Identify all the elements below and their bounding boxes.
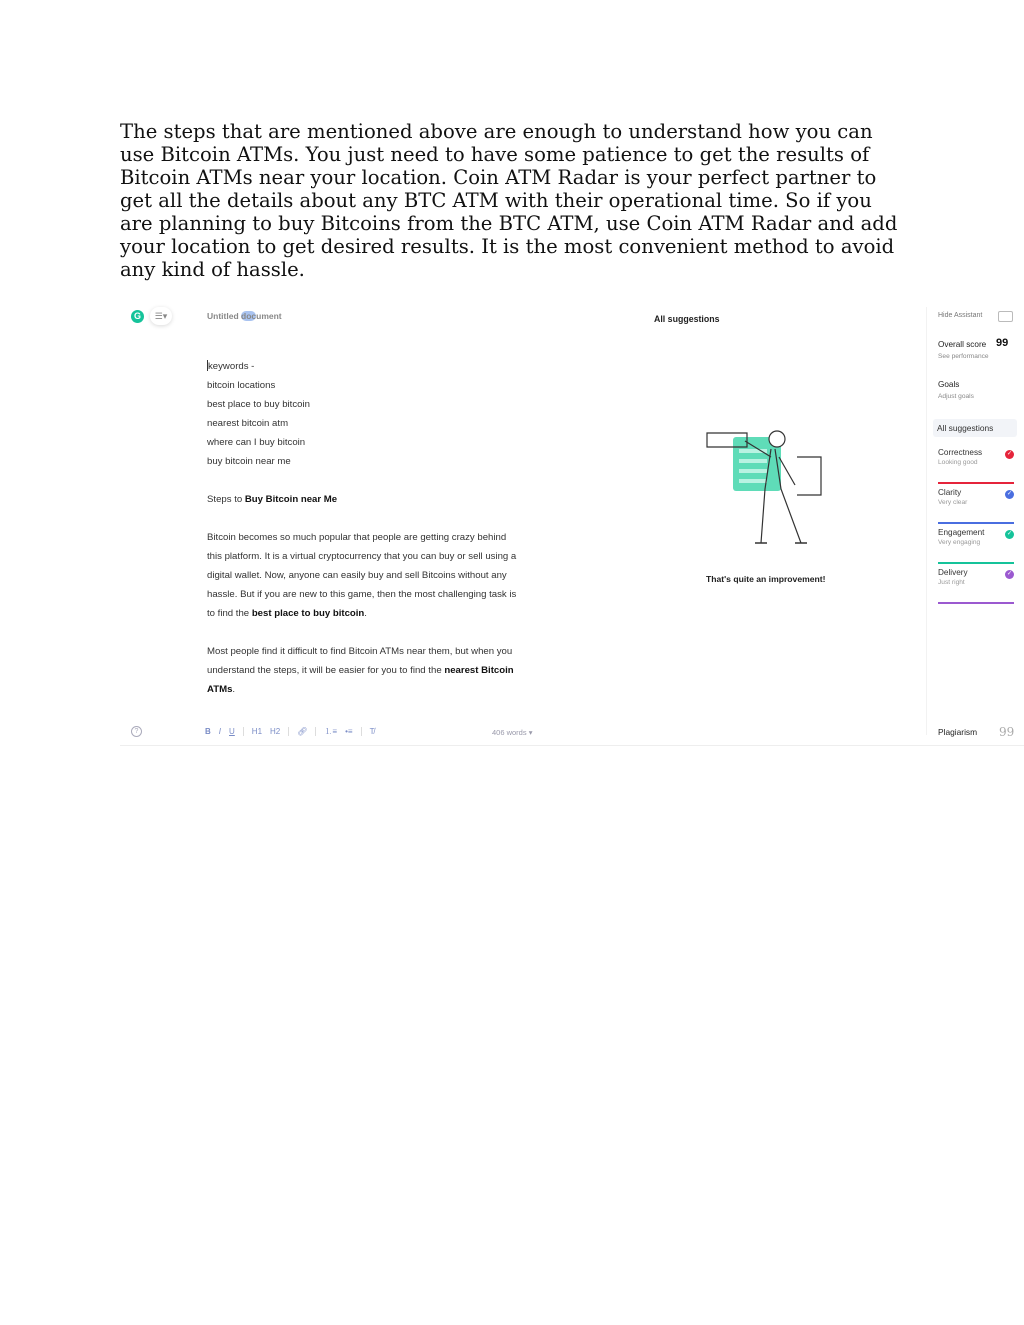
keyword-line: best place to buy bitcoin — [207, 399, 310, 410]
quote-icon: 99 — [999, 725, 1015, 739]
doc-title-part: Untitled — [207, 311, 241, 321]
category-delivery[interactable] — [938, 568, 1014, 604]
h2-button[interactable]: H2 — [270, 727, 281, 736]
category-bar — [938, 522, 1014, 524]
check-icon: ✓ — [1006, 491, 1013, 497]
text-span: . — [232, 684, 236, 695]
paragraph-line: hassle. But if you are new to this game, then the most challenging task is — [207, 589, 517, 600]
paragraph-line: Bitcoin becomes so much popular that people are getting crazy behind — [207, 532, 507, 543]
menu-icon[interactable]: ☰▾ — [150, 307, 172, 325]
category-name: Delivery — [938, 568, 968, 577]
category-status: Just right — [938, 579, 965, 586]
help-icon[interactable]: ? — [131, 726, 142, 737]
grammarly-logo[interactable]: G — [131, 310, 144, 323]
category-clarity[interactable] — [938, 488, 1014, 524]
format-toolbar — [205, 726, 374, 737]
suggestions-title: All suggestions — [654, 314, 720, 324]
check-icon: ✓ — [1006, 451, 1013, 457]
ordered-list-icon[interactable]: ⒈≡ — [324, 727, 338, 736]
category-status: Looking good — [938, 459, 978, 466]
category-bar — [938, 602, 1014, 604]
paragraph-line — [207, 604, 577, 623]
overall-score-value: 99 — [996, 337, 1009, 349]
category-correctness[interactable] — [938, 448, 1014, 484]
word-count[interactable]: 406 words ▾ — [492, 728, 533, 737]
goals-label[interactable]: Goals — [938, 380, 960, 389]
category-bar — [938, 482, 1014, 484]
panel-toggle-icon[interactable] — [998, 311, 1013, 322]
all-suggestions-button[interactable]: All suggestions — [933, 419, 1017, 437]
doc-title-part: ument — [256, 311, 282, 321]
clear-format-icon[interactable]: T̸ — [369, 727, 375, 736]
keyword-line: buy bitcoin near me — [207, 456, 291, 467]
paragraph-line — [207, 661, 577, 680]
document-body[interactable] — [207, 357, 577, 699]
doc-title-selected: doc — [241, 311, 257, 321]
text-span: to find the — [207, 608, 252, 619]
steps-bold: Buy Bitcoin near Me — [244, 494, 338, 505]
bold-keyword: nearest Bitcoin — [444, 665, 514, 676]
category-name: Correctness — [938, 448, 983, 457]
category-status: Very engaging — [938, 539, 981, 546]
keyword-line: where can I buy bitcoin — [207, 437, 306, 448]
improvement-message: That's quite an improvement! — [706, 574, 826, 584]
paragraph-line: Most people find it difficult to find Bitcoin ATMs near them, but when you — [207, 646, 513, 657]
see-performance-link[interactable]: See performance — [938, 353, 989, 360]
grammarly-screenshot — [120, 295, 1024, 747]
h1-button[interactable]: H1 — [251, 727, 263, 736]
keyword-line: nearest bitcoin atm — [207, 418, 289, 429]
italic-button[interactable]: I — [218, 727, 222, 736]
check-icon: ✓ — [1006, 531, 1013, 537]
improvement-illustration — [705, 427, 825, 547]
keyword-line: bitcoin locations — [207, 380, 276, 391]
keyword-line — [207, 357, 577, 376]
steps-prefix: Steps to — [207, 494, 245, 505]
paragraph-line: digital wallet. Now, anyone can easily buy and sell Bitcoins without any — [207, 570, 507, 581]
paragraph-line — [207, 680, 577, 699]
bullet-list-icon[interactable]: •≡ — [345, 727, 353, 736]
hide-assistant-button[interactable]: Hide Assistant — [938, 312, 983, 319]
link-icon[interactable]: 🔗︎ — [297, 727, 308, 736]
bold-keyword: best place to buy bitcoin — [251, 608, 365, 619]
document-title[interactable] — [207, 311, 282, 321]
plagiarism-button[interactable]: Plagiarism — [938, 727, 978, 737]
overall-score-label[interactable]: Overall score — [938, 340, 987, 349]
underline-button[interactable]: U — [229, 727, 235, 736]
intro-paragraph: The steps that are mentioned above are enough to understand how you can use Bitcoin ATMs. You just need to have some patience to get the results of Bitcoin ATMs near your location. Coin ATM Radar is your perfect partner to get all the details about any BTC ATM with their operational time. So if you are planning to buy Bitcoins from the BTC ATM, use Coin ATM Radar and add your location to get desired results. It is the most convenient method to avoid any kind of hassle. — [120, 120, 898, 281]
keyword-text: keywords - — [208, 361, 255, 372]
paragraph-line: this platform. It is a virtual cryptocurrency that you can buy or sell using a — [207, 551, 517, 562]
text-span: . — [364, 608, 367, 619]
steps-heading — [207, 490, 577, 509]
text-span: understand the steps, it will be easier for you to find the — [207, 665, 445, 676]
category-engagement[interactable] — [938, 528, 1014, 564]
bold-button[interactable]: B — [205, 727, 211, 736]
category-name: Engagement — [938, 528, 985, 537]
category-name: Clarity — [938, 488, 962, 497]
adjust-goals-link[interactable]: Adjust goals — [938, 393, 974, 400]
word-count-text: 406 words — [492, 728, 527, 737]
bold-keyword: ATMs — [207, 684, 233, 695]
category-status: Very clear — [938, 499, 968, 506]
category-bar — [938, 562, 1014, 564]
check-icon: ✓ — [1006, 571, 1013, 577]
